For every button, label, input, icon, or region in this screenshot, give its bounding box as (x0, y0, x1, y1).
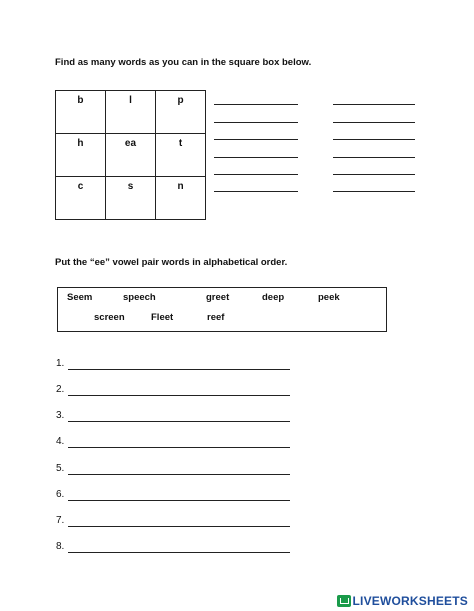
word-bank-item: peek (318, 292, 340, 303)
answer-field[interactable] (333, 125, 415, 139)
ordered-answer-field[interactable] (68, 433, 290, 447)
grid-cell: h (56, 134, 106, 177)
answer-line (333, 122, 415, 123)
answer-line (333, 139, 415, 140)
answer-field[interactable] (214, 143, 298, 157)
word-bank-item: speech (123, 292, 156, 303)
ordered-answer-line (68, 500, 290, 501)
ordered-answer-field[interactable] (68, 486, 290, 500)
answer-line (333, 191, 415, 192)
letter-grid (55, 90, 206, 220)
liveworksheets-logo[interactable] (337, 593, 468, 609)
word-bank-item: deep (262, 292, 285, 303)
ordered-answer-line (68, 421, 290, 422)
grid-cell: s (105, 177, 155, 220)
list-number: 3. (56, 410, 65, 421)
answer-line (333, 157, 415, 158)
answer-field[interactable] (214, 160, 298, 174)
list-number: 4. (56, 436, 65, 447)
word-bank-item: Seem (67, 292, 93, 303)
answer-field[interactable] (333, 177, 415, 191)
ordered-answer-field[interactable] (68, 538, 290, 552)
ordered-answer-line (68, 369, 290, 370)
list-number: 1. (56, 358, 65, 369)
logo-text: LIVEWORKSHEETS (352, 594, 468, 608)
answer-field[interactable] (333, 160, 415, 174)
list-number: 2. (56, 384, 65, 395)
ordered-answer-line (68, 474, 290, 475)
ordered-answer-field[interactable] (68, 407, 290, 421)
word-bank-item: reef (207, 312, 225, 323)
ordered-answer-field[interactable] (68, 512, 290, 526)
instruction-alphabetical-order: Put the “ee” vowel pair words in alphabetical order. (55, 257, 288, 268)
answer-line (214, 139, 298, 140)
answer-field[interactable] (333, 90, 415, 104)
answer-line (333, 174, 415, 175)
list-number: 7. (56, 515, 65, 526)
grid-cell: p (156, 91, 206, 134)
word-bank-item: screen (94, 312, 125, 323)
answer-line (214, 157, 298, 158)
word-bank-item: Fleet (151, 312, 174, 323)
ordered-answer-line (68, 395, 290, 396)
ordered-answer-field[interactable] (68, 381, 290, 395)
ordered-answer-line (68, 552, 290, 553)
ordered-answer-field[interactable] (68, 355, 290, 369)
ordered-answer-field[interactable] (68, 460, 290, 474)
answer-field[interactable] (333, 143, 415, 157)
answer-line (214, 174, 298, 175)
answer-line (214, 104, 298, 105)
answer-field[interactable] (214, 90, 298, 104)
grid-cell: t (156, 134, 206, 177)
answer-field[interactable] (333, 108, 415, 122)
list-number: 8. (56, 541, 65, 552)
liveworksheets-logo-icon (337, 595, 351, 607)
grid-cell: b (56, 91, 106, 134)
word-bank (57, 287, 387, 332)
word-bank-item: greet (206, 292, 230, 303)
answer-line (214, 191, 298, 192)
list-number: 6. (56, 489, 65, 500)
list-number: 5. (56, 463, 65, 474)
grid-cell: ea (105, 134, 155, 177)
answer-line (214, 122, 298, 123)
answer-field[interactable] (214, 125, 298, 139)
grid-cell: c (56, 177, 106, 220)
ordered-answer-line (68, 526, 290, 527)
answer-field[interactable] (214, 108, 298, 122)
ordered-answer-line (68, 447, 290, 448)
grid-cell: l (105, 91, 155, 134)
answer-line (333, 104, 415, 105)
answer-field[interactable] (214, 177, 298, 191)
instruction-find-words: Find as many words as you can in the square box below. (55, 57, 312, 68)
grid-cell: n (156, 177, 206, 220)
